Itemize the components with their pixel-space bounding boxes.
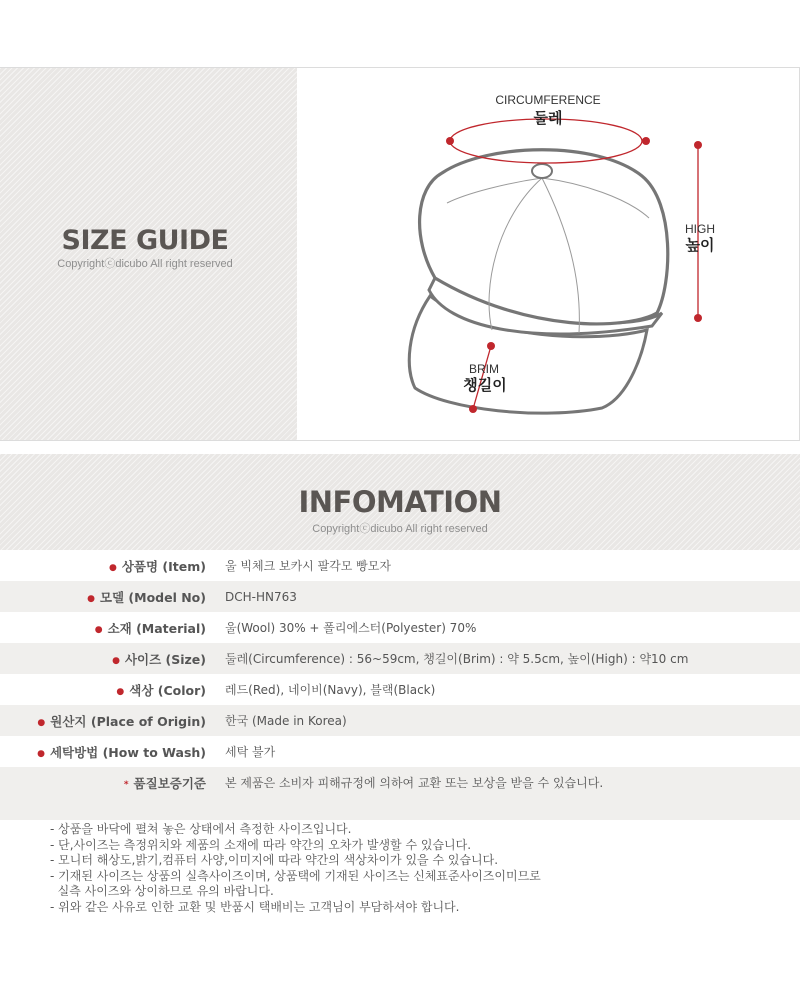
bullet-dot-icon: ● xyxy=(116,686,125,697)
note-item: - 단,사이즈는 측정위치와 제품의 소재에 따라 약간의 오차가 발생할 수 있습니다. xyxy=(50,837,472,852)
information-header xyxy=(0,454,800,550)
info-row-model xyxy=(0,581,800,612)
brim-label-ko: 챙길이 xyxy=(463,376,507,394)
height-label-ko: 높이 xyxy=(685,236,715,254)
information-table-footer xyxy=(0,798,800,820)
row-value: 한국 (Made in Korea) xyxy=(225,714,347,728)
height-dot xyxy=(694,141,702,149)
row-label: ● 상품명 (Item) xyxy=(109,558,206,574)
row-value: 울 빅체크 보카시 팔각모 빵모자 xyxy=(225,559,391,573)
note-item: 실측 사이즈와 상이하므로 유의 바랍니다. xyxy=(50,884,274,899)
brim-label-en: BRIM xyxy=(469,362,499,376)
info-row-origin xyxy=(0,705,800,736)
row-label: ● 사이즈 (Size) xyxy=(112,651,206,667)
row-label: ● 색상 (Color) xyxy=(116,682,206,698)
bullet-dot-icon: ● xyxy=(37,717,46,728)
bullet-asterisk-icon: * xyxy=(123,779,129,790)
height-dot xyxy=(694,314,702,322)
info-row-size xyxy=(0,643,800,674)
row-label: ● 모델 (Model No) xyxy=(87,589,206,605)
information-copyright: Copyrightⓒdicubo All right reserved xyxy=(312,523,488,535)
info-row-wash xyxy=(0,736,800,767)
row-value: 레드(Red), 네이비(Navy), 블랙(Black) xyxy=(225,683,436,697)
row-label: ● 세탁방법 (How to Wash) xyxy=(37,744,206,760)
row-value: 세탁 불가 xyxy=(225,745,276,759)
note-item: - 상품을 바닥에 펼쳐 놓은 상태에서 측정한 사이즈입니다. xyxy=(50,822,352,836)
information-title: INFOMATION xyxy=(298,485,502,519)
note-item: - 모니터 해상도,밝기,컴퓨터 사양,이미지에 따라 약간의 색상차이가 있을 수 있습니다. xyxy=(50,853,499,868)
row-label: ● 소재 (Material) xyxy=(94,620,206,636)
note-item: - 위와 같은 사유로 인한 교환 및 반품시 택배비는 고객님이 부담하셔야 합니다. xyxy=(50,899,460,914)
row-value: 둘레(Circumference) : 56~59cm, 챙길이(Brim) : 약 5.5cm, 높이(High) : 약10 cm xyxy=(225,652,689,666)
row-value: DCH-HN763 xyxy=(225,589,297,604)
note-item: - 기재된 사이즈는 상품의 실측사이즈이며, 상품택에 기재된 사이즈는 신체표준사이즈이미므로 xyxy=(50,868,541,883)
info-row-item xyxy=(0,550,800,581)
hat-diagram xyxy=(297,68,800,440)
row-label: * 품질보증기준 xyxy=(123,775,206,791)
circumference-label-ko: 둘레 xyxy=(533,109,563,127)
hat-top-button xyxy=(532,164,552,178)
circumference-dot xyxy=(642,137,650,145)
row-label: ● 원산지 (Place of Origin) xyxy=(37,713,206,729)
information-table xyxy=(0,550,800,820)
bullet-dot-icon: ● xyxy=(87,593,95,604)
bullet-dot-icon: ● xyxy=(112,655,120,666)
bullet-dot-icon: ● xyxy=(94,624,103,635)
brim-dot xyxy=(469,405,477,413)
brim-dot xyxy=(487,342,495,350)
row-value: 본 제품은 소비자 피해규정에 의하여 교환 또는 보상을 받을 수 있습니다. xyxy=(225,776,604,790)
info-row-color xyxy=(0,674,800,705)
height-label-en: HIGH xyxy=(685,222,715,236)
bullet-dot-icon: ● xyxy=(37,748,45,759)
info-row-material xyxy=(0,612,800,643)
size-guide-title-panel xyxy=(0,68,297,440)
row-value: 울(Wool) 30% + 폴리에스터(Polyester) 70% xyxy=(225,621,477,635)
bullet-dot-icon: ● xyxy=(109,562,117,573)
circumference-dot xyxy=(446,137,454,145)
size-guide-copyright: Copyrightⓒdicubo All right reserved xyxy=(57,258,233,270)
info-row-warranty xyxy=(0,767,800,798)
size-guide-section xyxy=(0,67,800,441)
circumference-label-en: CIRCUMFERENCE xyxy=(495,93,601,107)
size-guide-title: SIZE GUIDE xyxy=(61,225,229,256)
notes-list xyxy=(50,822,770,916)
